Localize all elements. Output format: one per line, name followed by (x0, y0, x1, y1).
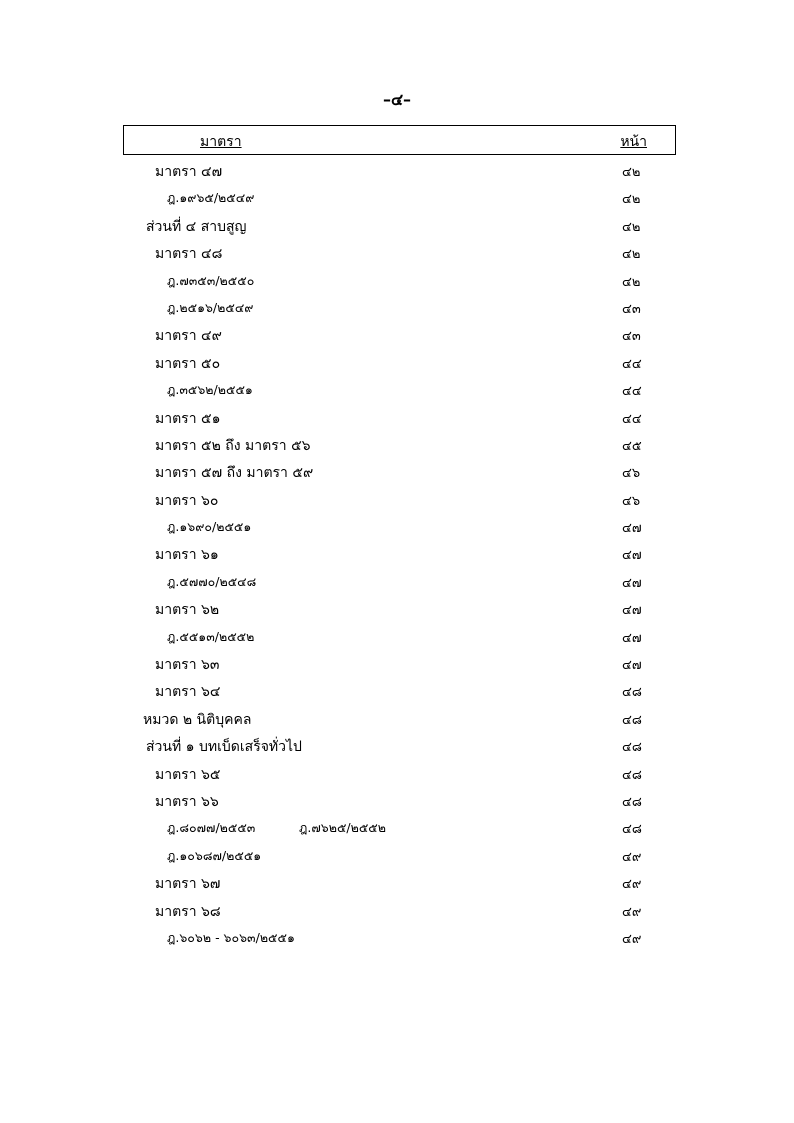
toc-entry-label: มาตรา ๔๙ (155, 328, 222, 345)
toc-entry-label: ฎ.๖๐๖๒ - ๖๐๖๓/๒๕๕๑ (167, 929, 295, 945)
toc-entry-page: ๔๔ (622, 411, 642, 427)
toc-entry-label: มาตรา ๕๒ ถึง มาตรา ๕๖ (155, 437, 311, 454)
toc-entry-page: ๔๔ (622, 384, 642, 400)
toc-row (0, 787, 794, 814)
toc-entry-page: ๔๘ (622, 822, 642, 838)
toc-row (0, 376, 794, 403)
toc-row (0, 294, 794, 321)
toc-row (0, 842, 794, 869)
toc-entry-label: มาตรา ๖๗ (155, 876, 221, 893)
toc-entry-label: ฎ.๑๐๖๘๗/๒๕๕๑ (167, 847, 262, 863)
toc-row (0, 732, 794, 759)
page-column-heading: หน้า (620, 134, 647, 150)
toc-entry-label: ส่วนที่ ๑ บทเบ็ดเสร็จทั่วไป (146, 739, 302, 756)
toc-row (0, 814, 794, 841)
toc-entry-page: ๔๕ (622, 438, 642, 454)
toc-row (0, 184, 794, 211)
toc-entry-page: ๔๒ (622, 192, 641, 208)
toc-row (0, 458, 794, 485)
toc-entry-label: มาตรา ๕๗ ถึง มาตรา ๕๙ (155, 465, 314, 482)
toc-row (0, 540, 794, 567)
toc-entry-page: ๔๔ (622, 356, 642, 372)
toc-entry-page: ๔๒ (622, 247, 641, 263)
toc-row (0, 321, 794, 348)
toc-entry-label: ฎ.๕๕๑๓/๒๕๕๒ (167, 628, 255, 644)
toc-row (0, 486, 794, 513)
toc-entry-label-secondary: ฎ.๗๖๒๕/๒๕๕๒ (299, 820, 387, 836)
toc-entry-label: ฎ.๒๕๑๖/๒๕๔๙ (167, 299, 254, 315)
toc-entry-page: ๔๗ (622, 603, 642, 619)
toc-entry-label: ฎ.๘๐๗๗/๒๕๕๓ (167, 820, 256, 836)
toc-entry-page: ๔๘ (622, 712, 642, 728)
toc-entry-label: มาตรา ๖๓ (155, 657, 220, 674)
toc-entry-page: ๔๘ (622, 740, 642, 756)
toc-entry-page: ๔๗ (622, 521, 642, 537)
toc-entry-page: ๔๒ (622, 274, 641, 290)
toc-entry-label: มาตรา ๖๔ (155, 684, 221, 701)
toc-entry-page: ๔๙ (622, 849, 642, 865)
toc-row (0, 239, 794, 266)
toc-row (0, 568, 794, 595)
toc-entry-label: มาตรา ๕๐ (155, 355, 221, 372)
page-number: –๔– (382, 90, 412, 109)
toc-entry-label: มาตรา ๔๗ (155, 164, 223, 180)
toc-entry-page: ๔๗ (622, 575, 642, 591)
toc-entry-page: ๔๙ (622, 904, 642, 920)
toc-entry-page: ๔๙ (622, 877, 642, 893)
toc-entry-label: ฎ.๕๗๗๐/๒๕๔๘ (167, 573, 257, 589)
toc-row (0, 349, 794, 376)
toc-row (0, 404, 794, 431)
table-of-contents (0, 157, 794, 951)
toc-entry-page: ๔๖ (622, 493, 641, 509)
toc-entry-page: ๔๗ (622, 548, 642, 564)
toc-header (123, 125, 676, 155)
toc-entry-page: ๔๓ (622, 329, 641, 345)
toc-entry-page: ๔๒ (622, 219, 641, 235)
toc-entry-label: มาตรา ๖๘ (155, 903, 221, 920)
toc-entry-label: ส่วนที่ ๔ สาบสูญ (146, 218, 247, 235)
toc-row (0, 650, 794, 677)
toc-entry-page: ๔๓ (622, 301, 641, 317)
toc-entry-label: หมวด ๒ นิติบุคคล (143, 711, 252, 728)
toc-entry-page: ๔๙ (622, 931, 642, 947)
toc-row (0, 157, 794, 184)
toc-row (0, 897, 794, 924)
toc-entry-page: ๔๘ (622, 685, 642, 701)
toc-entry-label: มาตรา ๖๖ (155, 793, 219, 810)
toc-entry-page: ๔๘ (622, 767, 642, 783)
toc-row (0, 760, 794, 787)
toc-row (0, 677, 794, 704)
section-column-heading: มาตรา (200, 134, 242, 150)
toc-entry-page: ๔๖ (622, 466, 641, 482)
toc-entry-page: ๔๘ (622, 794, 642, 810)
toc-entry-label: ฎ.๗๓๕๓/๒๕๕๐ (167, 272, 255, 288)
toc-row (0, 623, 794, 650)
toc-row (0, 924, 794, 951)
toc-row (0, 431, 794, 458)
toc-row (0, 705, 794, 732)
toc-entry-label: มาตรา ๔๘ (155, 246, 223, 263)
toc-entry-page: ๔๒ (622, 165, 641, 180)
toc-entry-label: มาตรา ๖๒ (155, 602, 220, 619)
toc-entry-label: มาตรา ๖๐ (155, 492, 219, 509)
toc-row (0, 267, 794, 294)
toc-entry-label: มาตรา ๕๑ (155, 410, 221, 427)
toc-entry-label: มาตรา ๖๑ (155, 547, 219, 564)
toc-entry-label: ฎ.๓๕๖๒/๒๕๕๑ (167, 382, 253, 398)
toc-row (0, 869, 794, 896)
toc-row (0, 513, 794, 540)
toc-row (0, 212, 794, 239)
toc-row (0, 595, 794, 622)
toc-entry-label: ฎ.๑๙๖๕/๒๕๔๙ (167, 190, 255, 206)
toc-entry-label: มาตรา ๖๕ (155, 766, 221, 783)
toc-entry-label: ฎ.๑๖๙๐/๒๕๕๑ (167, 519, 252, 535)
toc-entry-page: ๔๗ (622, 630, 642, 646)
toc-entry-page: ๔๗ (622, 658, 642, 674)
